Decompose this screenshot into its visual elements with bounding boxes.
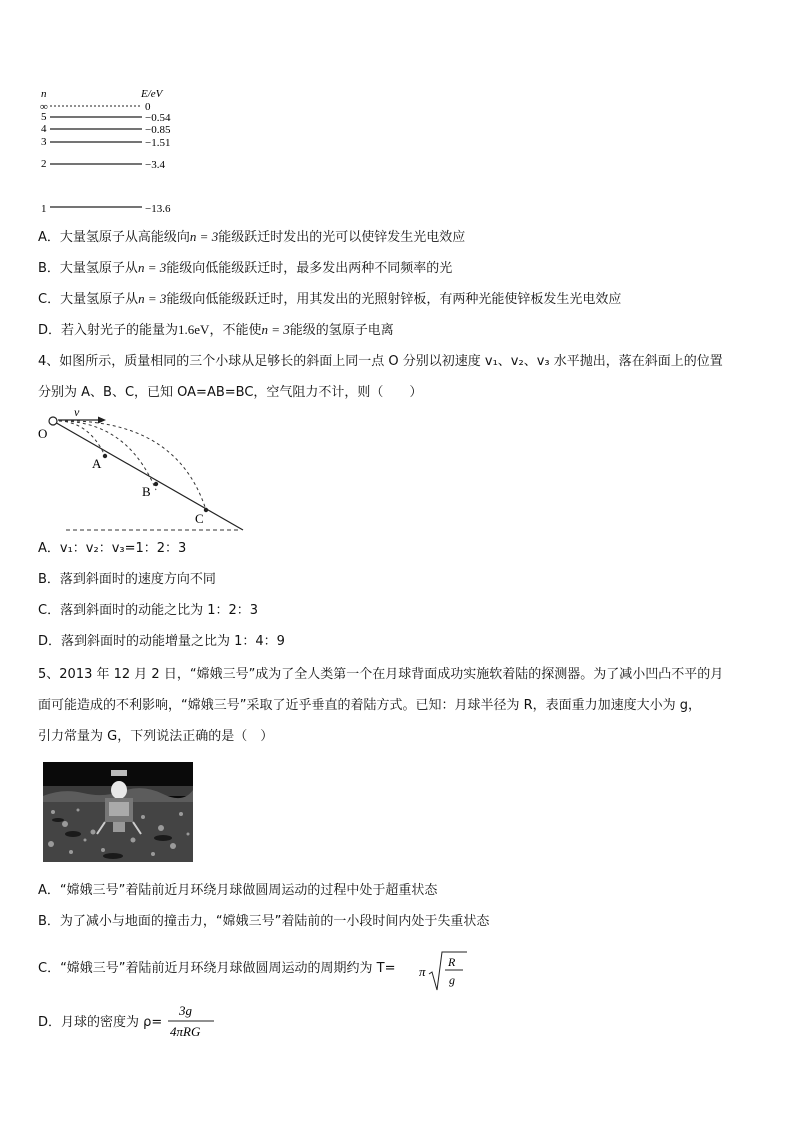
density-numerator: 3g: [179, 1003, 192, 1018]
q4-stem-line1: 4、如图所示，质量相同的三个小球从足够长的斜面上同一点 O 分别以初速度 v₁、v₂、v₃ 水平抛出，落在斜面上的位置: [38, 354, 723, 369]
level-n-2: 2: [41, 158, 47, 170]
label-o: O: [38, 426, 48, 441]
level-e-4: −0.85: [145, 124, 171, 136]
q5-option-a: A．“嫦娥三号”着陆前近月环绕月球做圆周运动的过程中处于超重状态: [38, 883, 438, 898]
incline-line: [53, 421, 243, 530]
q4-option-b: B．落到斜面时的速度方向不同: [38, 572, 216, 587]
level-n-3: 3: [41, 136, 47, 148]
density-formula: [162, 1000, 218, 1042]
level-n-5: 5: [41, 111, 47, 123]
sqrt-numerator: R: [448, 955, 456, 969]
incline-projectile-diagram: [36, 404, 248, 536]
point-a: [103, 454, 107, 458]
label-a: A: [92, 456, 102, 471]
sqrt-denominator: g: [449, 973, 455, 987]
lunar-lander-photo: [43, 762, 193, 862]
label-c: C: [195, 511, 204, 526]
velocity-label: v: [74, 405, 80, 419]
level-n-4: 4: [41, 123, 47, 135]
point-o-ball: [49, 417, 57, 425]
e-header: E/eV: [141, 88, 163, 100]
velocity-arrowhead: [98, 417, 106, 424]
q4-option-a: A．v₁：v₂：v₃=1：2：3: [38, 541, 187, 556]
q5-stem-line2: 面可能造成的不利影响，“嫦娥三号”采取了近乎垂直的着陆方式。已知：月球半径为 R，表面重力加速度大小为 g，: [38, 698, 702, 713]
q4-option-c: C．落到斜面时的动能之比为 1：2：3: [38, 603, 259, 618]
point-b: [154, 482, 158, 486]
level-e-2: −3.4: [145, 159, 165, 171]
q3-option-a: A．大量氢原子从高能级向n = 3能级跃迁时发出的光可以使锌发生光电效应: [38, 229, 466, 245]
level-e-inf: 0: [145, 101, 151, 113]
level-e-1: −13.6: [145, 203, 171, 215]
density-denominator: 4πRG: [170, 1024, 201, 1039]
level-n-inf: ∞: [40, 101, 48, 113]
q5-option-c: C．“嫦娥三号”着陆前近月环绕月球做圆周运动的周期约为 T=: [38, 961, 396, 976]
q5-option-b: B．为了减小与地面的撞击力，“嫦娥三号”着陆前的一小段时间内处于失重状态: [38, 914, 490, 929]
label-b: B: [142, 484, 151, 499]
q3-option-d: D．若入射光子的能量为1.6eV，不能使n = 3能级的氢原子电离: [38, 322, 394, 338]
n-header: n: [41, 88, 47, 100]
q5-stem-line1: 5、2013 年 12 月 2 日，“嫦娥三号”成为了全人类第一个在月球背面成功实施软着陆的探测器。为了减小凹凸不平的月: [38, 667, 724, 682]
q5-option-d: D．月球的密度为 ρ=: [38, 1015, 163, 1030]
q4-option-d: D．落到斜面时的动能增量之比为 1：4：9: [38, 634, 285, 649]
q3-option-c: C．大量氢原子从n = 3能级向低能级跃迁时，用其发出的光照射锌板，有两种光能使锌板发生光电效应: [38, 291, 622, 307]
level-n-1: 1: [41, 203, 47, 215]
q3-option-b: B．大量氢原子从n = 3能级向低能级跃迁时，最多发出两种不同频率的光: [38, 260, 453, 276]
energy-level-diagram: [36, 86, 186, 216]
q4-stem-line2: 分别为 A、B、C，已知 OA=AB=BC，空气阻力不计，则（ ）: [38, 385, 423, 400]
period-formula: [419, 948, 469, 994]
level-e-3: −1.51: [145, 137, 171, 149]
point-c: [204, 508, 208, 512]
q5-stem-line3: 引力常量为 G，下列说法正确的是（ ）: [38, 729, 274, 744]
level-e-5: −0.54: [145, 112, 171, 124]
pi-symbol: π: [419, 964, 426, 979]
